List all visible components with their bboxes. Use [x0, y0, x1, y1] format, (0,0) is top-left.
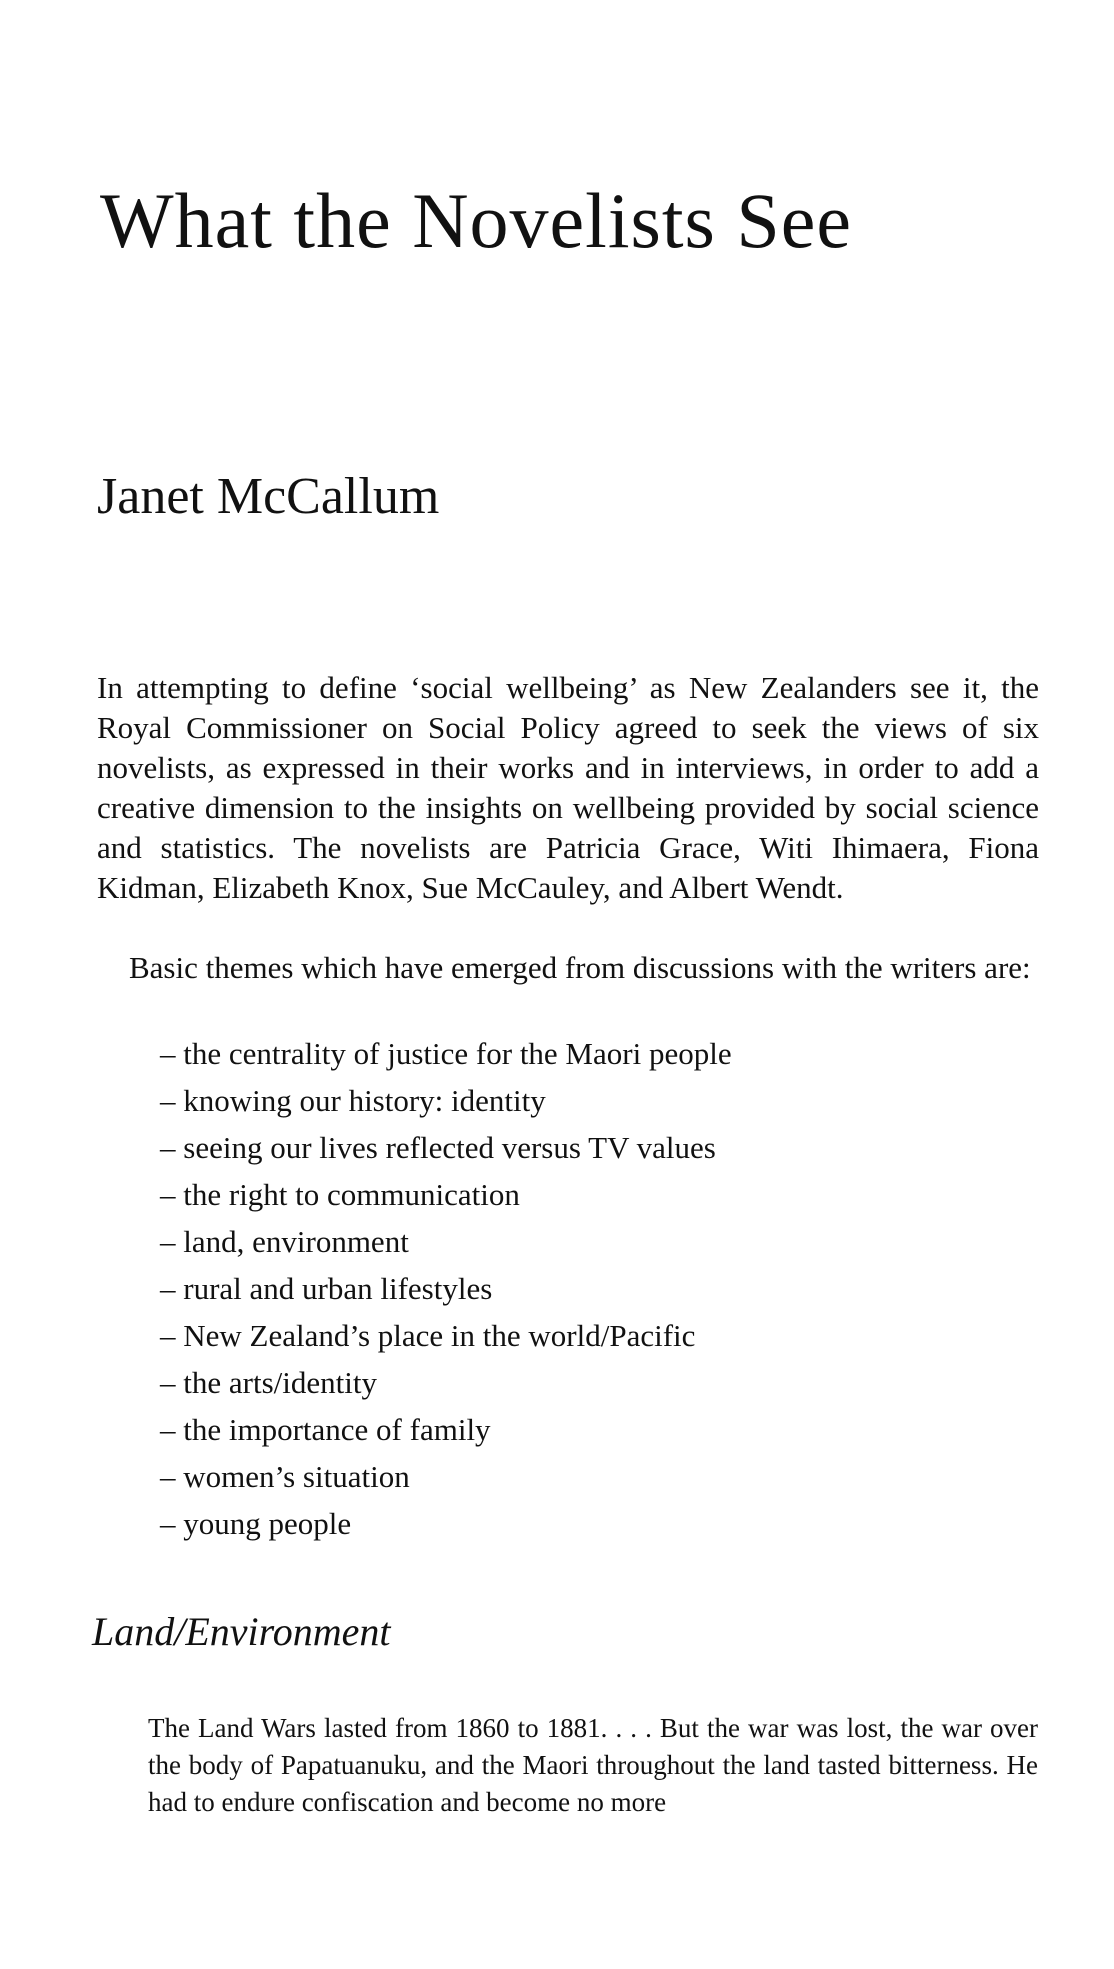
theme-item: – rural and urban lifestyles — [160, 1265, 1020, 1312]
theme-item: – New Zealand’s place in the world/Pacific — [160, 1312, 1020, 1359]
theme-item: – the centrality of justice for the Maori people — [160, 1030, 1020, 1077]
section-heading: Land/Environment — [92, 1609, 391, 1654]
theme-item: – women’s situation — [160, 1453, 1020, 1500]
theme-item: – the importance of family — [160, 1406, 1020, 1453]
themes-intro-paragraph: Basic themes which have emerged from discussions with the writers are: — [129, 950, 1031, 985]
block-quote: The Land Wars lasted from 1860 to 1881. . . . But the war was lost, the war over the body of Papatuanuku, and the Maori throughout the land tasted bitterness. He had to endure confiscation and become no more — [148, 1713, 1038, 1817]
theme-item: – seeing our lives reflected versus TV values — [160, 1124, 1020, 1171]
themes-list — [160, 1030, 1020, 1547]
chapter-title: What the Novelists See — [100, 177, 852, 264]
intro-paragraph: In attempting to define ‘social wellbeing’ as New Zealanders see it, the Royal Commissioner on Social Policy agreed to seek the views of six novelists, as expressed in their works and in interviews, in order to add a creative dimension to the insights on wellbeing provided by social science and statistics. The novelists are Patricia Grace, Witi Ihimaera, Fiona Kidman, Elizabeth Knox, Sue McCauley, and Albert Wendt. — [97, 670, 1039, 905]
theme-item: – knowing our history: identity — [160, 1077, 1020, 1124]
theme-item: – the right to communication — [160, 1171, 1020, 1218]
author-name: Janet McCallum — [97, 468, 440, 525]
theme-item: – the arts/identity — [160, 1359, 1020, 1406]
theme-item: – young people — [160, 1500, 1020, 1547]
theme-item: – land, environment — [160, 1218, 1020, 1265]
